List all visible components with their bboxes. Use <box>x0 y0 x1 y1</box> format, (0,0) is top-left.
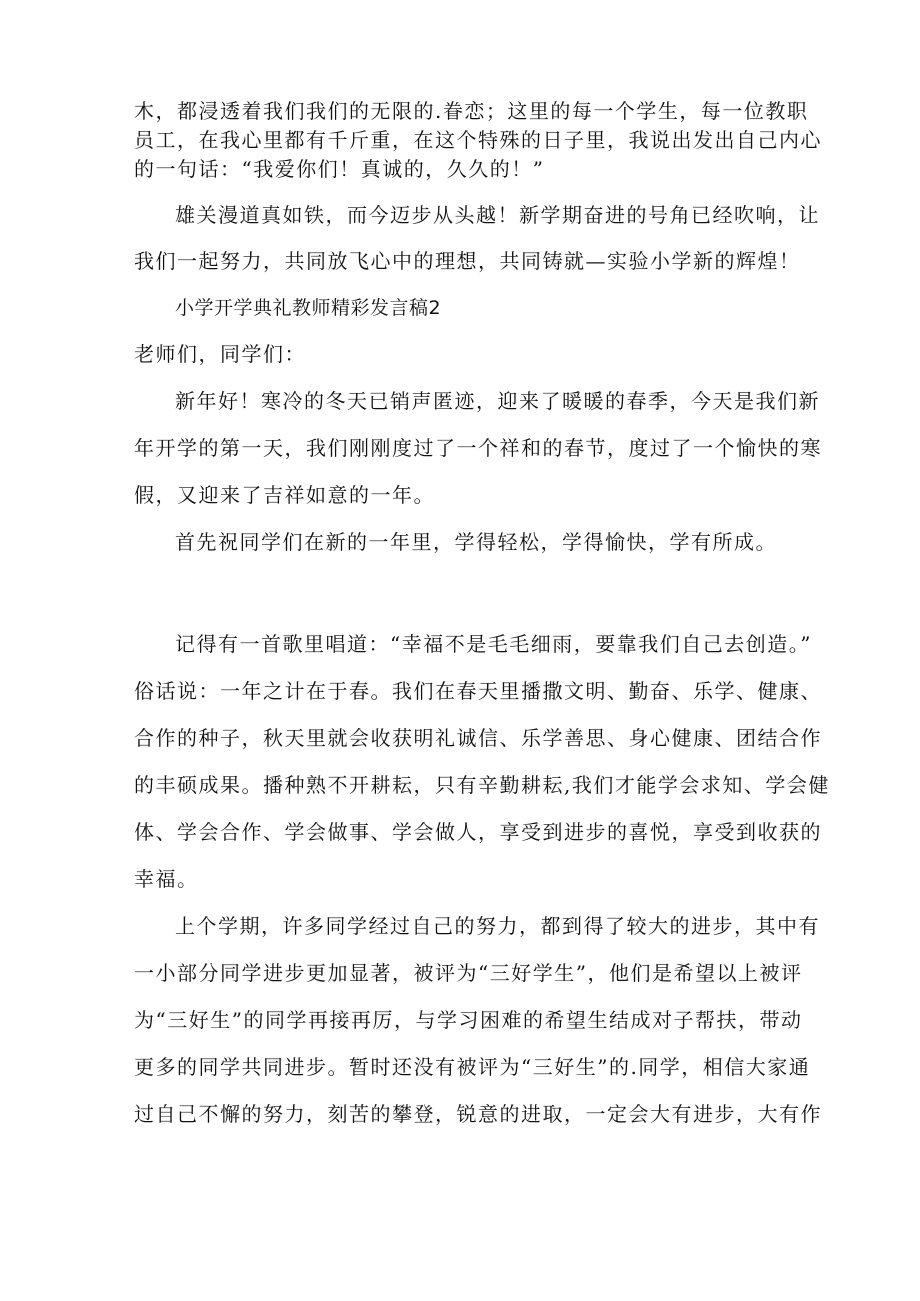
text-line: 幸福。 <box>134 867 199 891</box>
text-line: 上个学期，许多同学经过自己的努力，都到得了较大的进步，其中有 <box>175 914 820 938</box>
text-line: 过自己不懈的努力，刻苦的攀登，锐意的进取，一定会大有进步，大有作 <box>134 1102 822 1126</box>
text-line: 更多的同学共同进步。暂时还没有被评为“三好生”的.同学，相信大家通 <box>134 1055 811 1079</box>
text-line: 年开学的第一天，我们刚刚度过了一个祥和的春节，度过了一个愉快的寒 <box>134 436 822 460</box>
text-line: 木，都浸透着我们我们的无限的.眷恋；这里的每一个学生，每一位教职 <box>134 99 809 123</box>
text-line: 合作的种子，秋天里就会收获明礼诚信、乐学善思、身心健康、团结合作 <box>134 726 822 750</box>
text-line: 一小部分同学进步更加显著，被评为“三好学生”，他们是希望以上被评 <box>134 961 803 985</box>
text-line: 新年好！寒冷的冬天已销声匿迹，迎来了暖暖的春季，今天是我们新 <box>175 389 820 413</box>
text-line: 的丰硕成果。播种熟不开耕耘，只有辛勤耕耘,我们才能学会求知、学会健 <box>134 773 830 797</box>
salutation: 老师们，同学们： <box>134 342 306 366</box>
text-line: 记得有一首歌里唱道：“幸福不是毛毛细雨，要靠我们自己去创造。” <box>175 632 812 656</box>
section-heading: 小学开学典礼教师精彩发言稿2 <box>175 297 442 319</box>
text-line: 假，又迎来了吉祥如意的一年。 <box>134 483 435 507</box>
text-line: 员工，在我心里都有千斤重，在这个特殊的日子里，我说出发出自己内心 <box>134 128 822 152</box>
text-line: 雄关漫道真如铁，而今迈步从头越！新学期奋进的号角已经吹响，让 <box>175 203 820 227</box>
text-line: 俗话说：一年之计在于春。我们在春天里播撒文明、勤奋、乐学、健康、 <box>134 679 822 703</box>
text-line: 的一句话：“我爱你们！真诚的，久久的！” <box>134 157 545 181</box>
text-line: 首先祝同学们在新的一年里，学得轻松，学得愉快，学有所成。 <box>175 530 777 554</box>
text-line: 我们一起努力，共同放飞心中的理想，共同铸就—实验小学新的辉煌！ <box>134 249 801 273</box>
text-line: 体、学会合作、学会做事、学会做人，享受到进步的喜悦，享受到收获的 <box>134 820 822 844</box>
text-line: 为“三好生”的同学再接再厉，与学习困难的希望生结成对子帮扶，带动 <box>134 1008 803 1032</box>
